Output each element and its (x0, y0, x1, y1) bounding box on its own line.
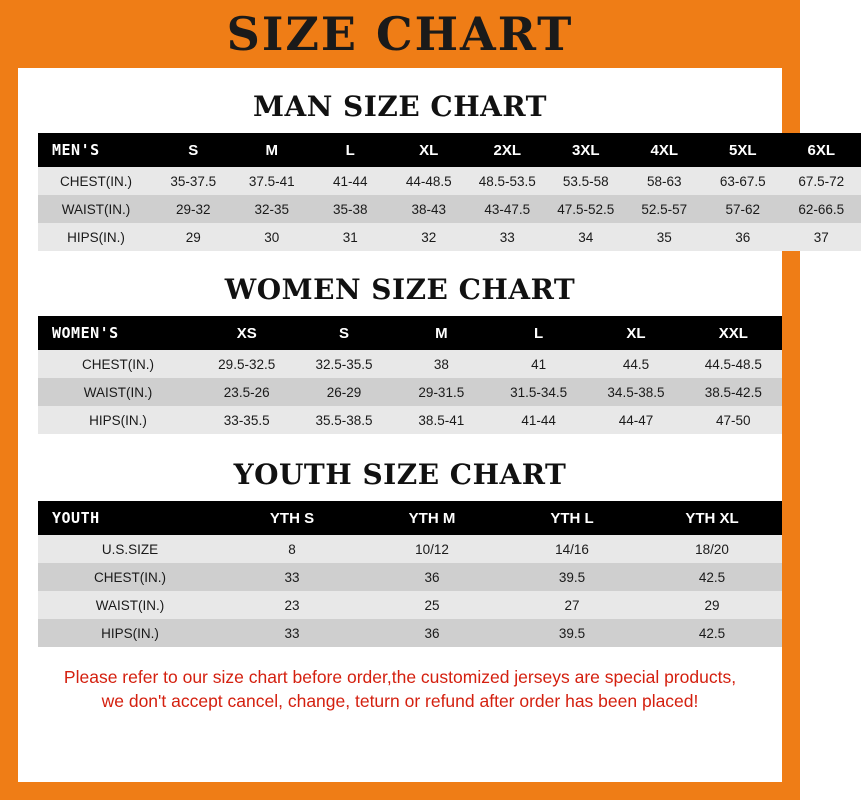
cell: 38 (393, 350, 490, 378)
cell: 43-47.5 (468, 195, 547, 223)
bottom-accent-bar (0, 782, 800, 800)
man-header-l: L (311, 133, 390, 167)
man-header-2xl: 2XL (468, 133, 547, 167)
table-row (38, 350, 782, 378)
man-header-6xl: 6XL (782, 133, 861, 167)
cell: 44-48.5 (390, 167, 469, 195)
row-label: HIPS(IN.) (38, 223, 154, 251)
cell: 35 (625, 223, 704, 251)
table-row (38, 591, 782, 619)
cell: 67.5-72 (782, 167, 861, 195)
women-header-label: WOMEN'S (38, 316, 198, 350)
cell: 42.5 (642, 563, 782, 591)
row-label: CHEST(IN.) (38, 167, 154, 195)
man-header-label: MEN'S (38, 133, 154, 167)
cell: 36 (704, 223, 783, 251)
women-header-xxl: XXL (685, 316, 782, 350)
cell: 29 (642, 591, 782, 619)
table-header-row (38, 316, 782, 350)
cell: 35.5-38.5 (295, 406, 392, 434)
page-title: SIZE CHART (226, 7, 574, 61)
cell: 57-62 (704, 195, 783, 223)
order-notice-line-2: we don't accept cancel, change, teturn or refund after order has been placed! (101, 691, 699, 712)
cell: 30 (233, 223, 312, 251)
women-section-title: WOMEN SIZE CHART (224, 273, 576, 306)
cell: 25 (362, 591, 502, 619)
women-header-xl: XL (587, 316, 684, 350)
table-row (38, 406, 782, 434)
cell: 8 (222, 535, 362, 563)
youth-header-m: YTH M (362, 501, 502, 535)
youth-section-title: YOUTH SIZE CHART (233, 458, 567, 491)
cell: 29 (154, 223, 233, 251)
cell: 39.5 (502, 619, 642, 647)
man-size-table (38, 133, 861, 251)
table-row (38, 223, 861, 251)
cell: 27 (502, 591, 642, 619)
women-size-table (38, 316, 782, 434)
cell: 62-66.5 (782, 195, 861, 223)
cell: 33 (468, 223, 547, 251)
table-row (38, 195, 861, 223)
cell: 35-38 (311, 195, 390, 223)
cell: 44.5 (587, 350, 684, 378)
cell: 23.5-26 (198, 378, 295, 406)
row-label: CHEST(IN.) (38, 350, 198, 378)
cell: 33 (222, 563, 362, 591)
cell: 42.5 (642, 619, 782, 647)
cell: 33-35.5 (198, 406, 295, 434)
table-row (38, 619, 782, 647)
youth-header-s: YTH S (222, 501, 362, 535)
cell: 36 (362, 619, 502, 647)
cell: 47.5-52.5 (547, 195, 626, 223)
man-header-4xl: 4XL (625, 133, 704, 167)
cell: 44-47 (587, 406, 684, 434)
table-row (38, 167, 861, 195)
women-header-xs: XS (198, 316, 295, 350)
cell: 39.5 (502, 563, 642, 591)
cell: 29-31.5 (393, 378, 490, 406)
youth-size-table (38, 501, 782, 647)
page-banner (0, 0, 800, 68)
youth-header-l: YTH L (502, 501, 642, 535)
row-label: U.S.SIZE (38, 535, 222, 563)
cell: 41-44 (490, 406, 587, 434)
cell: 32.5-35.5 (295, 350, 392, 378)
cell: 18/20 (642, 535, 782, 563)
cell: 44.5-48.5 (685, 350, 782, 378)
man-section-title: MAN SIZE CHART (253, 90, 547, 123)
row-label: HIPS(IN.) (38, 619, 222, 647)
cell: 32-35 (233, 195, 312, 223)
table-header-row (38, 133, 861, 167)
cell: 48.5-53.5 (468, 167, 547, 195)
cell: 29-32 (154, 195, 233, 223)
content-area (18, 90, 845, 713)
cell: 35-37.5 (154, 167, 233, 195)
cell: 37 (782, 223, 861, 251)
row-label: WAIST(IN.) (38, 591, 222, 619)
man-header-xl: XL (390, 133, 469, 167)
cell: 41 (490, 350, 587, 378)
cell: 34.5-38.5 (587, 378, 684, 406)
man-header-s: S (154, 133, 233, 167)
cell: 31.5-34.5 (490, 378, 587, 406)
cell: 31 (311, 223, 390, 251)
cell: 36 (362, 563, 502, 591)
cell: 34 (547, 223, 626, 251)
row-label: CHEST(IN.) (38, 563, 222, 591)
cell: 52.5-57 (625, 195, 704, 223)
cell: 63-67.5 (704, 167, 783, 195)
cell: 14/16 (502, 535, 642, 563)
women-header-s: S (295, 316, 392, 350)
cell: 38-43 (390, 195, 469, 223)
cell: 53.5-58 (547, 167, 626, 195)
youth-header-label: YOUTH (38, 501, 222, 535)
order-notice-line-1: Please refer to our size chart before order,the customized jerseys are special products, (63, 667, 737, 687)
man-header-5xl: 5XL (704, 133, 783, 167)
cell: 26-29 (295, 378, 392, 406)
cell: 32 (390, 223, 469, 251)
table-row (38, 378, 782, 406)
youth-header-xl: YTH XL (642, 501, 782, 535)
cell: 23 (222, 591, 362, 619)
cell: 33 (222, 619, 362, 647)
man-header-3xl: 3XL (547, 133, 626, 167)
cell: 10/12 (362, 535, 502, 563)
table-row (38, 535, 782, 563)
table-header-row (38, 501, 782, 535)
row-label: HIPS(IN.) (38, 406, 198, 434)
cell: 37.5-41 (233, 167, 312, 195)
cell: 47-50 (685, 406, 782, 434)
women-header-l: L (490, 316, 587, 350)
cell: 41-44 (311, 167, 390, 195)
women-header-m: M (393, 316, 490, 350)
cell: 29.5-32.5 (198, 350, 295, 378)
cell: 38.5-42.5 (685, 378, 782, 406)
order-notice (56, 665, 744, 713)
man-header-m: M (233, 133, 312, 167)
row-label: WAIST(IN.) (38, 195, 154, 223)
row-label: WAIST(IN.) (38, 378, 198, 406)
cell: 58-63 (625, 167, 704, 195)
table-row (38, 563, 782, 591)
cell: 38.5-41 (393, 406, 490, 434)
